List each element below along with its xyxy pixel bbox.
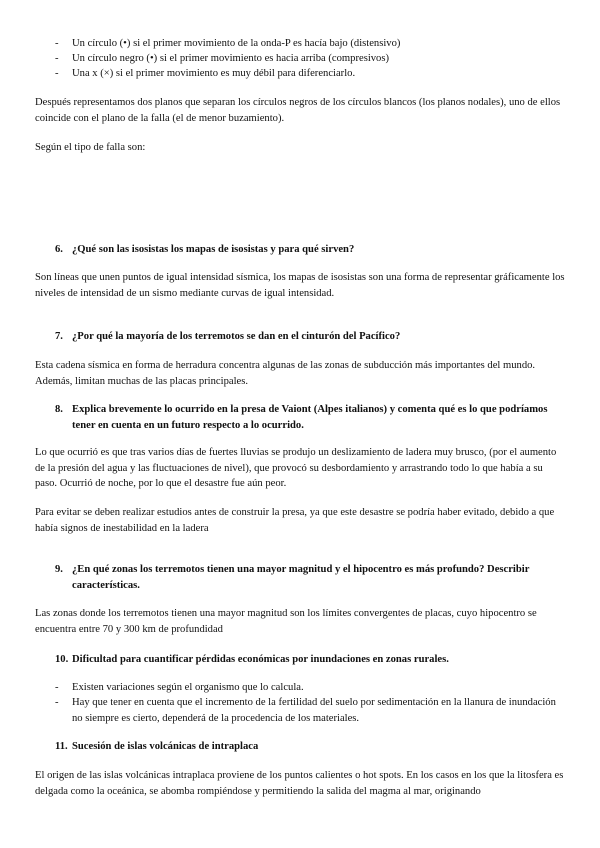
question-number: 11. [55,741,68,752]
bullet-dash: - [55,53,59,64]
list-item [55,66,565,82]
question-text: Explica brevemente lo ocurrido en la presa de Vaiont (Alpes italianos) y comenta qué es lo que podríamos tener en cuenta en un futuro respecto a lo ocurrido. [72,404,548,431]
question-text: ¿Qué son las isosistas los mapas de isosistas y para qué sirven? [72,244,355,255]
bullet-dash: - [55,682,59,693]
question-number: 7. [55,331,63,342]
question-10-heading [55,652,565,668]
answer-7: Esta cadena sísmica en forma de herradura concentra algunas de las zonas de subducción más importantes del mundo. Además, limitan muchas de las placas principales. [35,360,536,387]
question-text: ¿Por qué la mayoría de los terremotos se dan en el cinturón del Pacífico? [72,331,401,342]
list-item [55,36,565,52]
question-6-heading [55,242,565,258]
question-number: 10. [55,654,69,665]
list-item [55,680,565,696]
list-item-text: Existen variaciones según el organismo que lo calcula. [72,682,304,693]
answer-8-paragraph-1: Lo que ocurrió es que tras varios días de fuertes lluvias se produjo un deslizamiento de ladera muy brusco, (por el aumento de la presión del agua y las fluctuaciones de nivel), que provocó su desbordamiento y arrastrando todo lo que había a su paso. Ocurrió de noche, por lo que el desastre fue aún peor. [35,447,557,489]
question-7-heading [55,329,565,345]
question-number: 8. [55,404,63,415]
question-number: 9. [55,564,63,575]
question-text: ¿En qué zonas los terremotos tienen una mayor magnitud y el hipocentro es más profundo? Describir características. [72,564,530,591]
list-item [55,51,565,67]
answer-8-paragraph-2: Para evitar se deben realizar estudios antes de construir la presa, ya que este desastre se podría haber evitado, debido a que había signos de inestabilidad en la ladera [35,507,555,534]
question-text: Sucesión de islas volcánicas de intraplaca [72,741,259,752]
question-11-heading [55,739,565,755]
list-item [55,695,565,726]
paragraph-tipo-falla: Según el tipo de falla son: [35,142,146,153]
answer-11: El origen de las islas volcánicas intraplaca proviene de los puntos calientes o hot spots. En los casos en los que la litosfera es delgada como la oceánica, se abomba rompiéndose y permitiendo la salida del magma al mar, originando [35,770,564,797]
list-item-text: Hay que tener en cuenta que el incremento de la fertilidad del suelo por sedimentación en la llanura de inundación no siempre es cierto, dependerá de la procedencia de los materiales. [72,697,556,724]
bullet-dash: - [55,38,59,49]
bullet-dash: - [55,697,59,708]
answer-6: Son líneas que unen puntos de igual intensidad sísmica, los mapas de isosistas son una forma de representar gráficamente los niveles de intensidad de un sismo mediante curvas de igual intensidad. [35,272,565,299]
list-item-text: Un círculo negro (•) si el primer movimiento es hacia arriba (compresivos) [72,53,390,64]
bullet-dash: - [55,68,59,79]
question-8-heading [55,402,565,433]
paragraph-planos: Después representamos dos planos que separan los círculos negros de los círculos blancos (los planos nodales), uno de ellos coincide con el plano de la falla (el de menor buzamiento). [35,97,561,124]
list-item-text: Una x (×) si el primer movimiento es muy débil para diferenciarlo. [72,68,356,79]
question-9-heading [55,562,565,593]
question-number: 6. [55,244,63,255]
list-item-text: Un círculo (•) si el primer movimiento de la onda-P es hacía bajo (distensivo) [72,38,401,49]
answer-9: Las zonas donde los terremotos tienen una mayor magnitud son los límites convergentes de placas, cuyo hipocentro se encuentra entre 70 y 300 km de profundidad [35,608,537,635]
question-text: Dificultad para cuantificar pérdidas económicas por inundaciones en zonas rurales. [72,654,449,665]
